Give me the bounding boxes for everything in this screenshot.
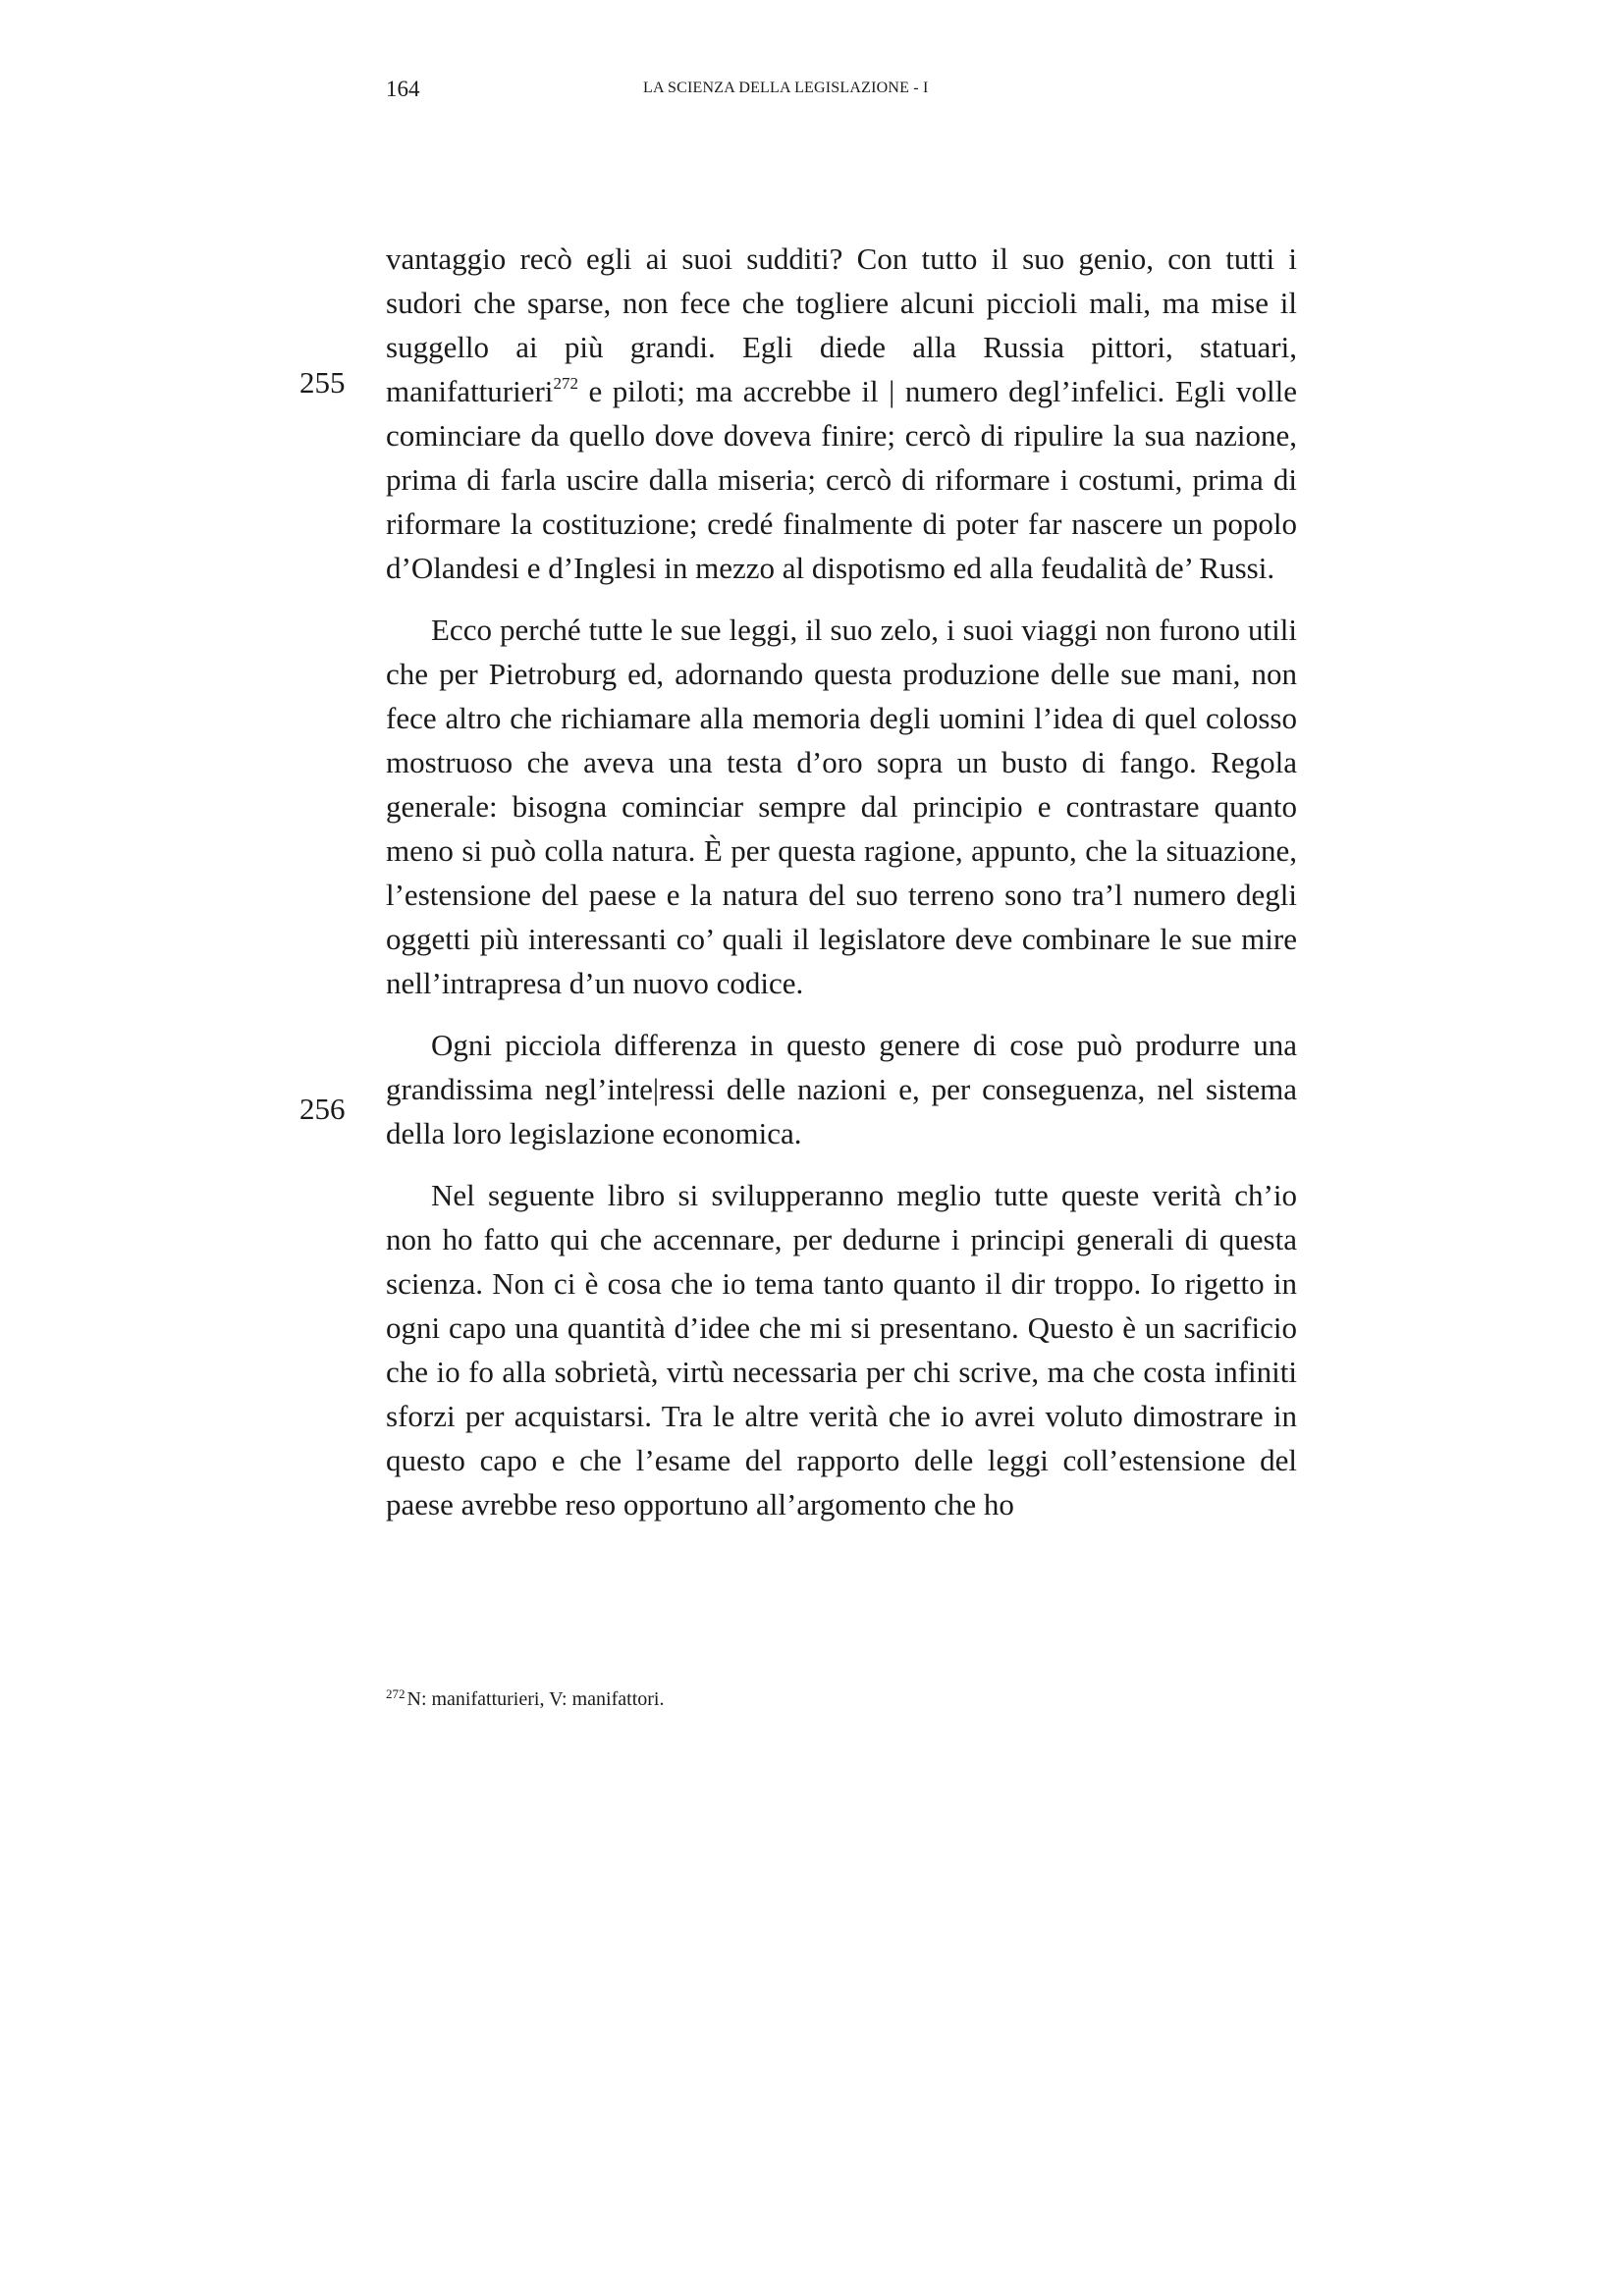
running-head [386, 77, 1297, 106]
page-number: 164 [386, 77, 420, 101]
paragraph-1 [386, 237, 1297, 590]
running-title: LA SCIENZA DELLA LEGISLAZIONE - I [643, 80, 929, 96]
paragraph-4: Nel seguente libro si svilupperanno meglio tutte queste verità ch’io non ho fatto qui che accennare, per dedurne i principi generali di questa scienza. Non ci è cosa che io tema tanto quanto il dir troppo. Io rigetto in ogni capo una quantità d’idee che mi si presentano. Questo è un sacrificio che io fo alla sobrietà, virtù necessaria per chi scrive, ma che costa infiniti sforzi per acquistarsi. Tra le altre verità che io avrei voluto dimostrare in questo capo e che l’esame del rapporto delle leggi coll’estensione del paese avrebbe reso opportuno all’argomento che ho [386, 1178, 1297, 1522]
paragraph-1-text-b: e piloti; ma accrebbe il | numero degl’infelici. Egli volle cominciare da quello dove doveva finire; cercò di ripulire la sua nazione, prima di farla uscire dalla miseria; cercò di riformare i costumi, prima di riformare la costituzione; credé finalmente di poter far nascere un popolo d’Olandesi e d’Inglesi in mezzo al dispotismo ed alla feudalità de’ Russi. [386, 374, 1297, 585]
paragraph-1-text-a: vantaggio recò egli ai suoi sudditi? Con tutto il suo genio, con tutti i sudori che sparse, non fece che togliere alcuni piccioli mali, ma mise il suggello ai più grandi. Egli diede alla Russia pittori, statuari, manifatturieri [386, 241, 1297, 408]
paragraph-3: Ogni picciola differenza in questo genere di cose può produrre una grandissima negl’inte|ressi delle nazioni e, per conseguenza, nel sistema della loro legislazione economica. [386, 1028, 1297, 1150]
footnote-text: N: manifatturieri, V: manifattori. [406, 1688, 665, 1710]
footnote [386, 1685, 1297, 1715]
footnote-reference[interactable]: 272 [553, 374, 578, 393]
margin-number-256: 256 [299, 1092, 346, 1126]
body-text [386, 237, 1297, 1544]
margin-number-255: 255 [299, 365, 346, 400]
footnote-number: 272 [386, 1686, 406, 1701]
paragraph-2: Ecco perché tutte le sue leggi, il suo zelo, i suoi viaggi non furono utili che per Pietroburg ed, adornando questa produzione delle sue mani, non fece altro che richiamare alla memoria degli uomini l’idea di quel colosso mostruoso che aveva una testa d’oro sopra un busto di fango. Regola generale: bisogna cominciar sempre dal principio e contrastare quanto meno si può colla natura. È per questa ragione, appunto, che la situazione, l’estensione del paese e la natura del suo terreno sono tra’l numero degli oggetti più interessanti co’ quali il legislatore deve combinare le sue mire nell’intrapresa d’un nuovo codice. [386, 613, 1297, 1000]
